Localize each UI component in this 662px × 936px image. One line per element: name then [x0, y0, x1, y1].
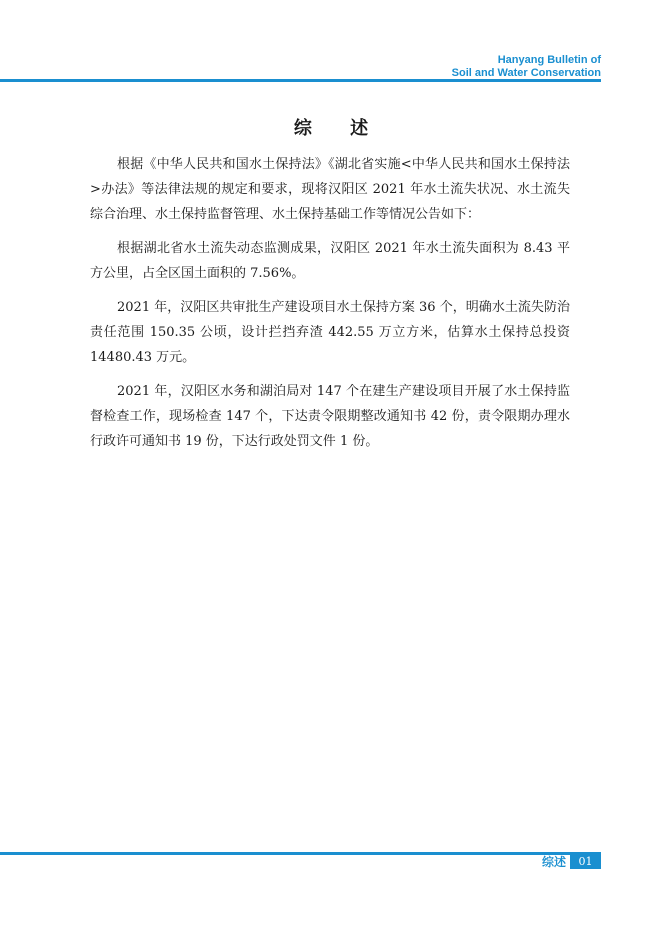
footer-divider — [0, 852, 601, 855]
page-footer — [542, 855, 601, 869]
page-number: 01 — [570, 855, 601, 869]
paragraph-approval: 2021 年，汉阳区共审批生产建设项目水土保持方案 36 个，明确水土流失防治责任范围 150.35 公顷，设计拦挡弃渣 442.55 万立方米，估算水土保持总投资 14480.43 万元。 — [90, 300, 570, 365]
body-text — [90, 152, 570, 463]
bulletin-header — [452, 54, 601, 80]
paragraph-erosion-area: 根据湖北省水土流失动态监测成果，汉阳区 2021 年水土流失面积为 8.43 平方公里，占全区国土面积的 7.56%。 — [90, 241, 570, 281]
paragraph-supervision: 2021 年，汉阳区水务和湖泊局对 147 个在建生产建设项目开展了水土保持监督检查工作，现场检查 147 个，下达责令限期整改通知书 42 份，责令限期办理水行政许可通知书 19 份，下达行政处罚文件 1 份。 — [90, 384, 570, 449]
header-divider — [0, 79, 601, 82]
header-line-1: Hanyang Bulletin of — [497, 54, 601, 66]
header-line-2: Soil and Water Conservation — [451, 67, 601, 79]
footer-section-label: 综述 — [541, 855, 566, 869]
paragraph-intro: 根据《中华人民共和国水土保持法》《湖北省实施<中华人民共和国水土保持法>办法》等法律法规的规定和要求，现将汉阳区 2021 年水土流失状况、水土流失综合治理、水土保持监督管理、水土保持基础工作等情况公告如下： — [90, 157, 570, 222]
page-title: 综 述 — [293, 118, 385, 139]
